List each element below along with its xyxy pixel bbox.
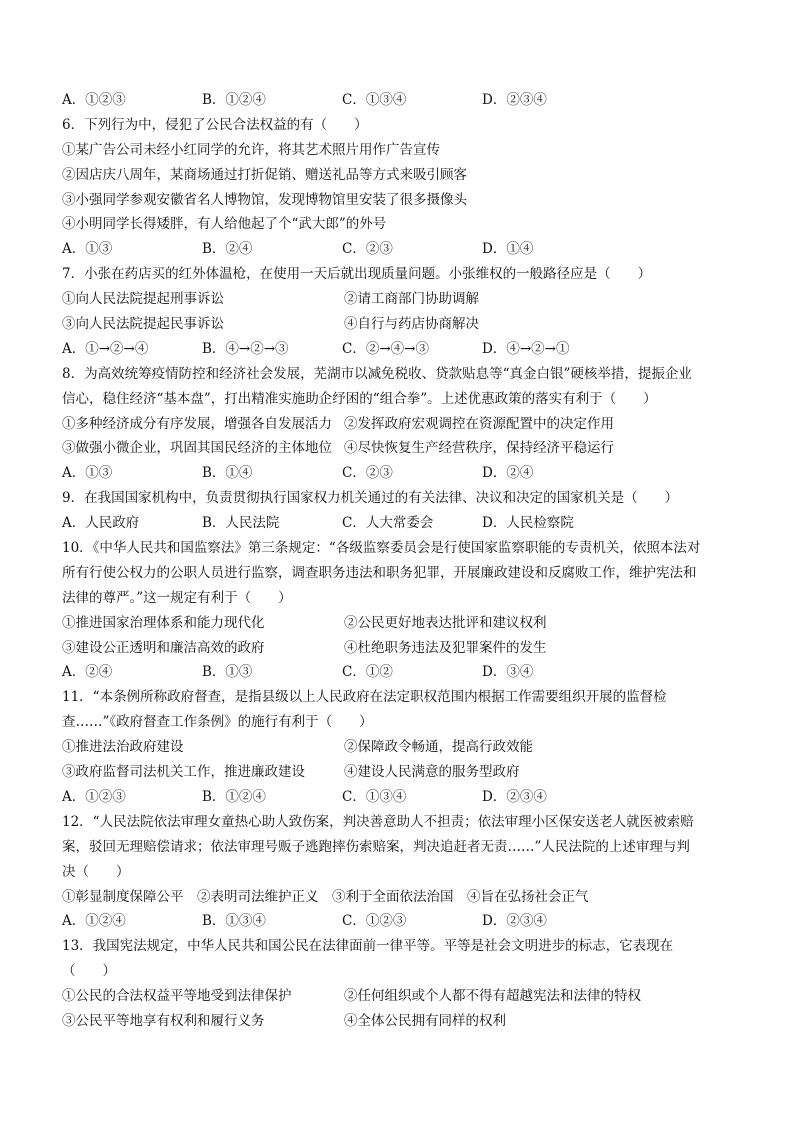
q7-item-3: ③向人民法院提起民事诉讼 [62,316,224,333]
q12-option-c: C．①②③ [342,913,407,930]
q6-item-3: ③小强同学参观安徽省名人博物馆，发现博物馆里安装了很多摄像头 [62,191,467,208]
q10-items-row-2 [62,636,742,661]
q5-options [62,88,742,113]
q10-option-a: A．②④ [62,664,113,681]
q7-stem: 7．小张在药店买的红外体温枪，在使用一天后就出现质量问题。小张维权的一般路径应是（ ） [62,266,652,283]
q11-items-row-2 [62,760,742,785]
q8-items-row-2 [62,436,742,461]
q11-option-b: B．①②④ [202,788,266,805]
q10-item-2: ②公民更好地表达批评和建议权利 [344,614,547,631]
q7-options [62,337,742,362]
q7-option-a: A．①→②→④ [62,340,149,357]
q10-item-3: ③建设公正透明和廉洁高效的政府 [62,639,265,656]
q10-stem-line-1: 10．《中华人民共和国监察法》第三条规定：“各级监察委员会是行使国家监察职能的专责机关，依照本法对 [62,540,701,557]
q10-option-d: D．③④ [482,664,534,681]
q9-stem: 9．在我国国家机构中，负责贯彻执行国家权力机关通过的有关法律、决议和决定的国家机关是（ ） [62,490,679,507]
q7-items-row-1 [62,287,742,312]
q5-option-a: A．①②③ [62,92,126,108]
q11-option-a: A．①②③ [62,788,126,805]
q9-option-a: A．人民政府 [62,515,140,532]
q5-option-b: B．①②④ [202,92,266,108]
q12-items: ①彰显制度保障公平 ②表明司法维护正义 ③利于全面依法治国 ④旨在弘扬社会正气 [62,888,589,905]
q12-option-a: A．①②④ [62,913,126,930]
q6-option-c: C．②③ [342,241,393,258]
q6-item-1: ①某广告公司未经小红同学的允许，将其艺术照片用作广告宣传 [62,141,440,158]
q11-items-row-1 [62,735,742,760]
q10-options [62,660,742,685]
q12-stem-line-1: 12．“人民法院依法审理女童热心助人致伤案，判决善意助人不担责；依法审理小区保安送老人就医被索赔 [62,813,694,830]
q7-item-1: ①向人民法院提起刑事诉讼 [62,291,224,308]
q10-item-1: ①推进国家治理体系和能力现代化 [62,614,265,631]
q8-option-c: C．②③ [342,465,393,482]
q9-option-c: C．人大常委会 [342,515,434,532]
q8-stem-line-2: 信心，稳住经济“基本盘”，打出精准实施助企纾困的“组合拳”。上述优惠政策的落实有利于（ ） [62,390,657,407]
q10-stem-line-3: 法律的尊严。”这一规定有利于（ ） [62,589,292,606]
q13-item-3: ③公民平等地享有权利和履行义务 [62,1012,265,1029]
q10-stem-line-2: 所有行使公权力的公职人员进行监察，调查职务违法和职务犯罪，开展廉政建设和反腐败工作，维护宪法和 [62,564,697,581]
q13-stem-line-2: （ ） [62,963,116,980]
q10-option-c: C．①② [342,664,393,681]
q6-options [62,237,742,262]
q11-options [62,785,742,810]
q7-item-4: ④自行与药店协商解决 [344,316,479,333]
q8-item-4: ④尽快恢复生产经营秩序，保持经济平稳运行 [344,440,614,457]
q7-option-d: D．④→②→① [482,340,570,357]
q13-items-row-2 [62,1009,742,1034]
q13-item-4: ④全体公民拥有同样的权利 [344,1012,506,1029]
q7-option-c: C．②→④→③ [342,340,429,357]
q11-item-3: ③政府监督司法机关工作，推进廉政建设 [62,764,305,781]
q6-option-d: D．①④ [482,241,534,258]
q5-option-d: D．②③④ [482,92,547,108]
q5-option-c: C．①③④ [342,92,407,108]
q6-option-a: A．①③ [62,241,113,258]
q11-option-d: D．②③④ [482,788,547,805]
q6-item-4: ④小明同学长得矮胖，有人给他起了个“武大郎”的外号 [62,216,387,233]
q11-option-c: C．①③④ [342,788,407,805]
q10-items-row-1 [62,611,742,636]
q7-option-b: B．④→②→③ [202,340,289,357]
q11-stem-line-2: 查……”《政府督查工作条例》的施行有利于（ ） [62,714,373,731]
q12-option-d: D．②③④ [482,913,547,930]
q13-item-2: ②任何组织或个人都不得有超越宪法和法律的特权 [344,988,641,1005]
q12-option-b: B．①③④ [202,913,266,930]
q11-item-2: ②保障政令畅通，提高行政效能 [344,739,533,756]
q9-option-d: D．人民检察院 [482,515,574,532]
q12-stem-line-3: 决（ ） [62,863,130,880]
q8-item-1: ①多种经济成分有序发展，增强各自发展活力 [62,415,332,432]
q6-item-2: ②因店庆八周年，某商场通过打折促销、赠送礼品等方式来吸引顾客 [62,166,467,183]
q12-stem-line-2: 案，驳回无理赔偿请求；依法审理号贩子逃跑摔伤索赔案，判决追赶者无责……”人民法院的上述审理与判 [62,838,690,855]
q13-item-1: ①公民的合法权益平等地受到法律保护 [62,988,292,1005]
q8-options [62,461,742,486]
q6-option-b: B．②④ [202,241,253,258]
q7-item-2: ②请工商部门协助调解 [344,291,479,308]
q11-item-1: ①推进法治政府建设 [62,739,184,756]
q7-items-row-2 [62,312,742,337]
q13-stem-line-1: 13．我国宪法规定，中华人民共和国公民在法律面前一律平等。平等是社会文明进步的标志，它表现在 [62,938,674,955]
q8-item-2: ②发挥政府宏观调控在资源配置中的决定作用 [344,415,614,432]
q11-item-4: ④建设人民满意的服务型政府 [344,764,520,781]
q8-stem-line-1: 8．为高效统筹疫情防控和经济社会发展，芜湖市以减免税收、贷款贴息等“真金白银”硬核举措，提振企业 [62,365,692,382]
q10-item-4: ④杜绝职务违法及犯罪案件的发生 [344,639,547,656]
q9-option-b: B．人民法院 [202,515,280,532]
q12-options [62,909,742,934]
q8-option-d: D．②④ [482,465,534,482]
q8-option-a: A．①③ [62,465,113,482]
q10-option-b: B．①③ [202,664,253,681]
q13-items-row-1 [62,984,742,1009]
q8-option-b: B．①④ [202,465,253,482]
q8-items-row-1 [62,412,742,437]
q6-stem: 6．下列行为中，侵犯了公民合法权益的有（ ） [62,116,368,133]
q8-item-3: ③做强小微企业，巩固其国民经济的主体地位 [62,440,332,457]
q9-options [62,511,742,536]
q11-stem-line-1: 11．“本条例所称政府督查，是指县级以上人民政府在法定职权范围内根据工作需要组织开展的监督检 [62,689,667,706]
question-list [62,88,742,1034]
